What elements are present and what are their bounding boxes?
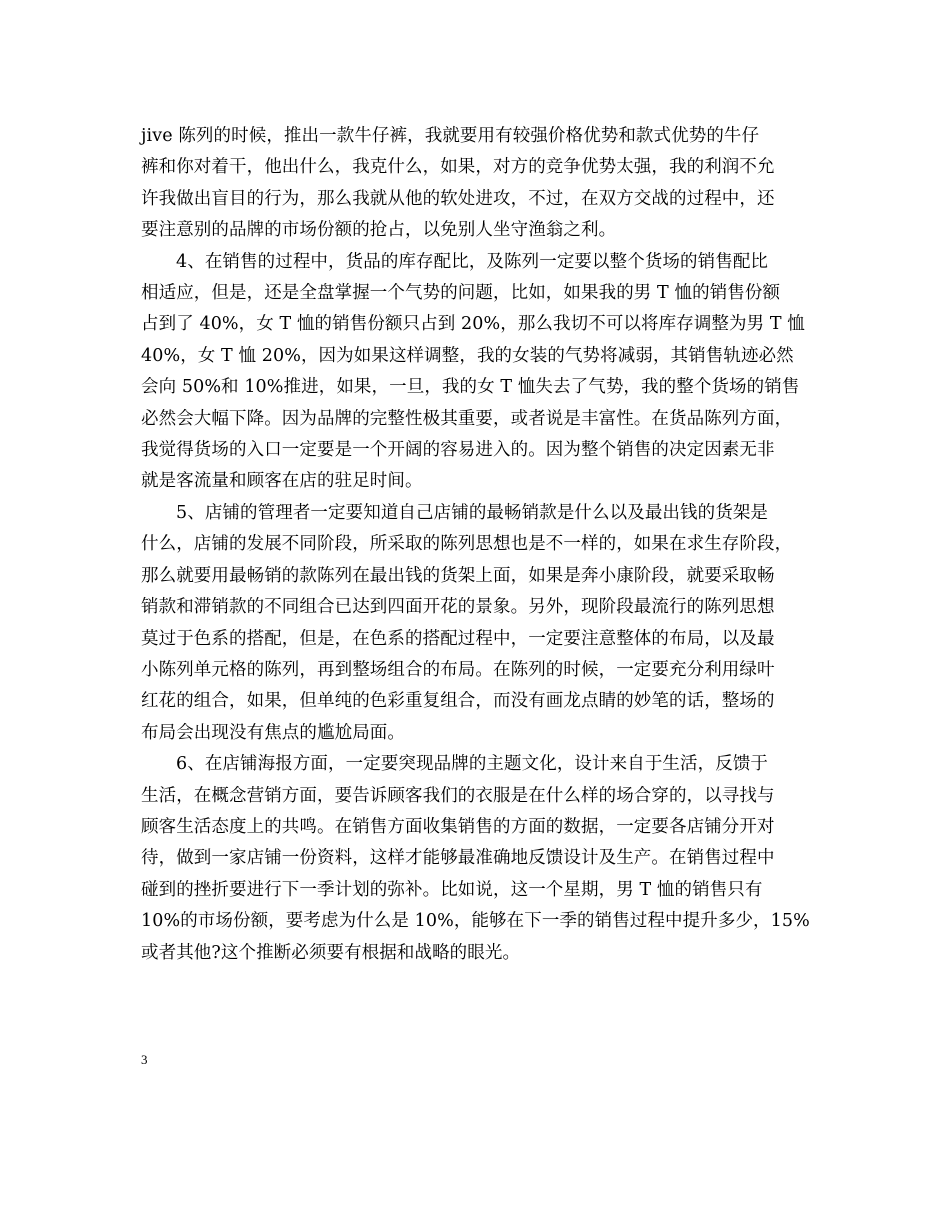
text-line: 碰到的挫折要进行下一季计划的弥补。比如说，这一个星期，男 T 恤的销售只有 [141, 879, 763, 900]
text-line: 待，做到一家店铺一份资料，这样才能够最准确地反馈设计及生产。在销售过程中 [141, 848, 775, 869]
paragraph-1 [141, 121, 822, 247]
text-line: 5、店铺的管理者一定要知道自己店铺的最畅销款是什么以及最出钱的货架是 [176, 502, 769, 523]
text-line: 裤和你对着干，他出什么，我克什么，如果，对方的竞争优势太强，我的利润不允 [141, 157, 775, 178]
text-line: 莫过于色系的搭配，但是，在色系的搭配过程中，一定要注意整体的布局，以及最 [141, 628, 775, 649]
text-line: 布局会出现没有焦点的尴尬局面。 [141, 722, 405, 743]
text-line: 占到了 40%，女 T 恤的销售份额只占到 20%，那么我切不可以将库存调整为男 T 恤 [141, 314, 805, 335]
text-line: 许我做出盲目的行为，那么我就从他的软处进攻，不过，在双方交战的过程中，还 [141, 188, 775, 209]
text-line: 销款和滞销款的不同组合已达到四面开花的景象。另外，现阶段最流行的陈列思想 [141, 597, 775, 618]
paragraph-4 [141, 749, 822, 969]
text-line: 相适应，但是，还是全盘掌握一个气势的问题，比如，如果我的男 T 恤的销售份额 [141, 283, 781, 304]
paragraph-3 [141, 498, 822, 749]
text-line: 要注意别的品牌的市场份额的抢占，以免别人坐守渔翁之利。 [141, 220, 617, 241]
text-line: 40%，女 T 恤 20%，因为如果这样调整，我的女装的气势将减弱，其销售轨迹必然 [141, 345, 794, 366]
text-line: 小陈列单元格的陈列，再到整场组合的布局。在陈列的时候，一定要充分利用绿叶 [141, 659, 775, 680]
text-line: 红花的组合，如果，但单纯的色彩重复组合，而没有画龙点睛的妙笔的话，整场的 [141, 691, 775, 712]
text-line: 必然会大幅下降。因为品牌的完整性极其重要，或者说是丰富性。在货品陈列方面， [141, 408, 793, 429]
text-line: 就是客流量和顾客在店的驻足时间。 [141, 471, 423, 492]
text-line: 那么就要用最畅销的款陈列在最出钱的货架上面，如果是奔小康阶段，就要采取畅 [141, 565, 775, 586]
text-line: 4、在销售的过程中，货品的库存配比，及陈列一定要以整个货场的销售配比 [176, 251, 769, 272]
text-line: 我觉得货场的入口一定要是一个开阔的容易进入的。因为整个销售的决定因素无非 [141, 440, 775, 461]
text-line: 什么，店铺的发展不同阶段，所采取的陈列思想也是不一样的，如果在求生存阶段， [141, 534, 793, 555]
paragraph-2 [141, 247, 822, 498]
document-body [141, 121, 822, 969]
text-line: jive 陈列的时候，推出一款牛仔裤，我就要用有较强价格优势和款式优势的牛仔 [141, 126, 760, 146]
text-line: 或者其他?这个推断必须要有根据和战略的眼光。 [141, 942, 521, 963]
text-line: 生活，在概念营销方面，要告诉顾客我们的衣服是在什么样的场合穿的，以寻找与 [141, 785, 775, 806]
page-number: 3 [141, 1052, 148, 1067]
text-line: 会向 50%和 10%推进，如果，一旦，我的女 T 恤失去了气势，我的整个货场的销售 [141, 377, 800, 398]
text-line: 6、在店铺海报方面，一定要突现品牌的主题文化，设计来自于生活，反馈于 [176, 754, 769, 775]
text-line: 10%的市场份额，要考虑为什么是 10%，能够在下一季的销售过程中提升多少，15% [141, 911, 810, 932]
text-line: 顾客生活态度上的共鸣。在销售方面收集销售的方面的数据，一定要各店铺分开对 [141, 816, 775, 837]
